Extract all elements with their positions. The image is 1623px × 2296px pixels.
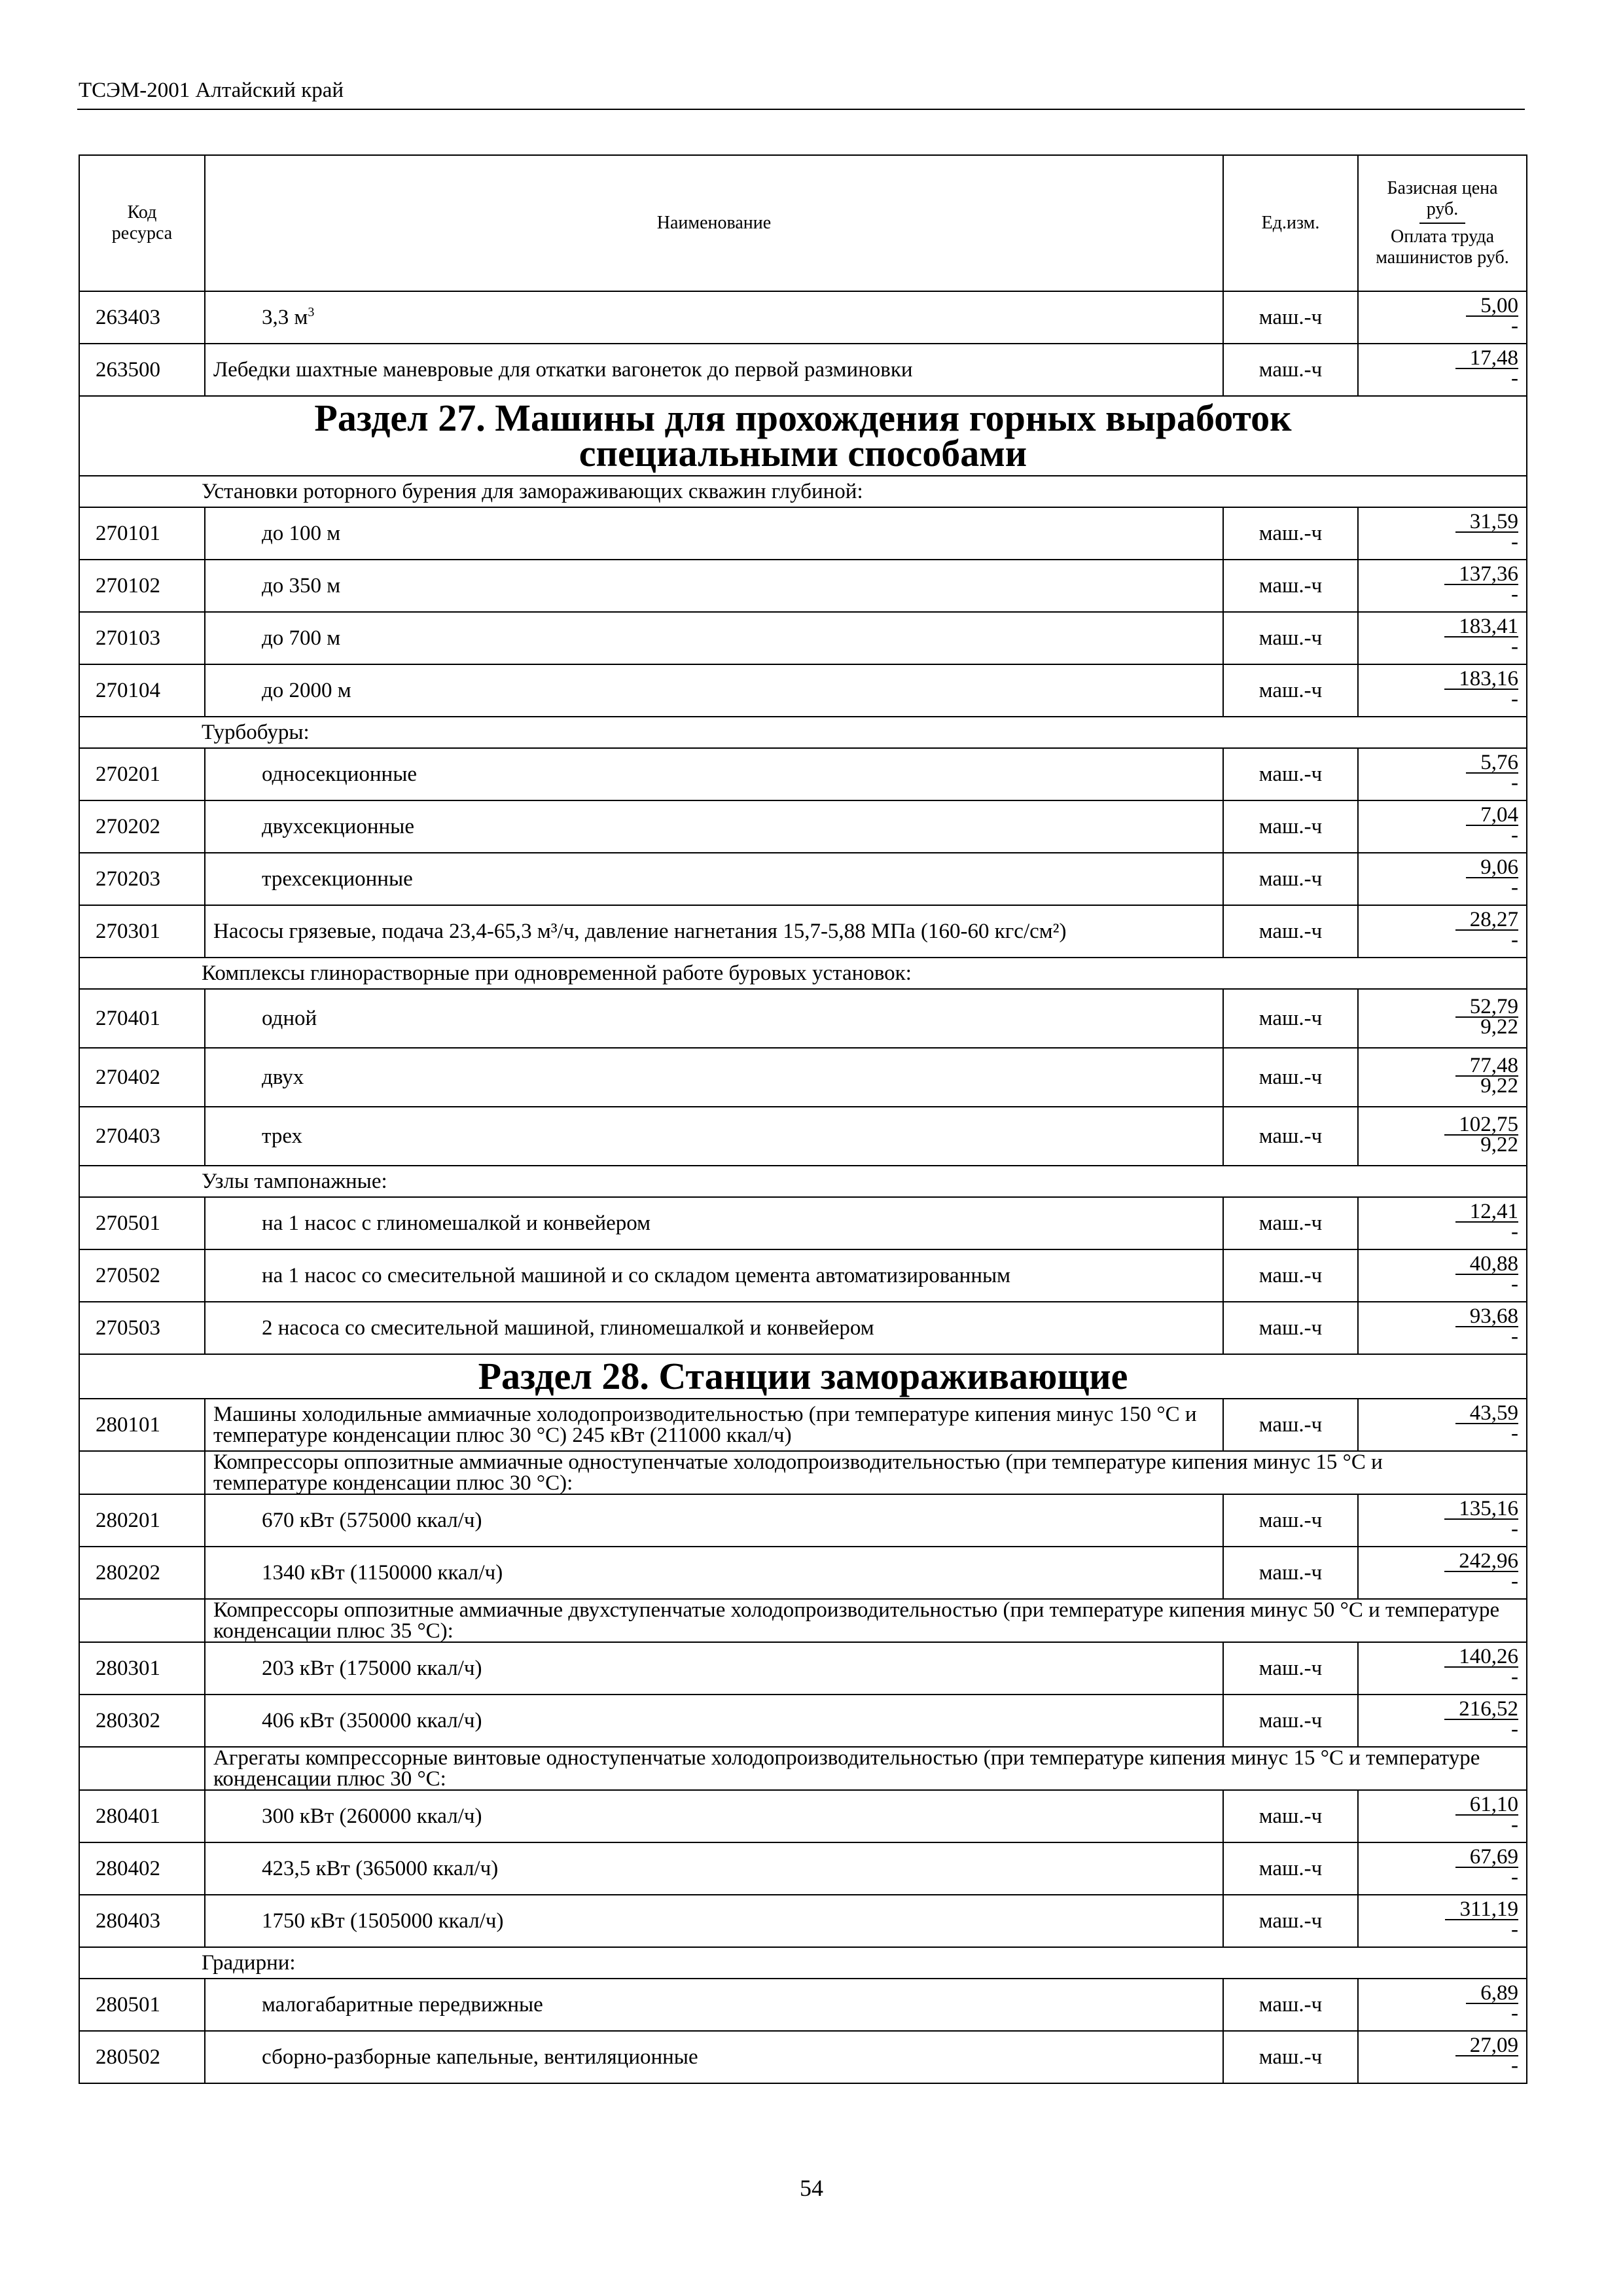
header-code: Код ресурса (79, 155, 205, 291)
cell-unit: маш.-ч (1223, 1695, 1358, 1747)
cell-unit: маш.-ч (1223, 664, 1358, 717)
cell-name: трех (205, 1107, 1223, 1166)
cell-price: 28,27 - (1358, 905, 1527, 958)
cell-price: 137,36 - (1358, 560, 1527, 612)
cell-name: на 1 насос с глиномешалкой и конвейером (205, 1197, 1223, 1249)
cell-name: двух (205, 1048, 1223, 1107)
page-header (77, 77, 1525, 110)
header-unit: Ед.изм. (1223, 155, 1358, 291)
table-row (79, 989, 1527, 1048)
group-label: Градирни: (79, 1947, 1527, 1979)
header-price-top: Базисная цена руб. (1387, 178, 1498, 219)
cell-name: одной (205, 989, 1223, 1048)
cell-name: до 350 м (205, 560, 1223, 612)
table-row (79, 1979, 1527, 2031)
cell-code: 280202 (79, 1547, 205, 1599)
cell-unit: маш.-ч (1223, 291, 1358, 344)
group-label: Компрессоры оппозитные аммиачные одноступенчатые холодопроизводительностью (при температуре кипения минус 15 °С и температуре конденсации плюс 30 °С): (205, 1451, 1527, 1494)
cell-name: 300 кВт (260000 ккал/ч) (205, 1790, 1223, 1842)
cell-name: до 700 м (205, 612, 1223, 664)
cell-code: 263403 (79, 291, 205, 344)
cell-unit: маш.-ч (1223, 800, 1358, 853)
group-label: Агрегаты компрессорные винтовые одноступенчатые холодопроизводительностью (при температуре кипения минус 15 °С и температуре конденсации плюс 30 °С: (205, 1747, 1527, 1790)
cell-code: 270403 (79, 1107, 205, 1166)
table-row (79, 1249, 1527, 1302)
section-row (79, 396, 1527, 476)
cell-code: 270104 (79, 664, 205, 717)
cell-price: 216,52 - (1358, 1695, 1527, 1747)
cell-code: 270501 (79, 1197, 205, 1249)
cell-unit: маш.-ч (1223, 989, 1358, 1048)
table-row (79, 905, 1527, 958)
table-row (79, 291, 1527, 344)
cell-name: 3,3 $м^3$ (205, 291, 1223, 344)
table-row (79, 1302, 1527, 1354)
cell-price: 67,69 - (1358, 1842, 1527, 1895)
cell-code: 270103 (79, 612, 205, 664)
cell-price: 31,59 - (1358, 507, 1527, 560)
cell-code: 263500 (79, 344, 205, 396)
cell-name: Машины холодильные аммиачные холодопроизводительностью (при температуре кипения минус 150 °С и температуре конденсации плюс 30 °С) 245 кВт (211000 ккал/ч) (205, 1399, 1223, 1451)
table-row (79, 2031, 1527, 2083)
cell-price: 5,76 - (1358, 748, 1527, 800)
cell-name: Лебедки шахтные маневровые для откатки вагонеток до первой разминовки (205, 344, 1223, 396)
cell-name: на 1 насос со смесительной машиной и со складом цемента автоматизированным (205, 1249, 1223, 1302)
cell-unit: маш.-ч (1223, 748, 1358, 800)
cell-price: 183,16 - (1358, 664, 1527, 717)
section-27-title: Раздел 27. Машины для прохождения горных выработок специальными способами (79, 396, 1527, 476)
cell-name: до 100 м (205, 507, 1223, 560)
table-row (79, 1494, 1527, 1547)
cell-code: 280301 (79, 1642, 205, 1695)
table-row (79, 800, 1527, 853)
cell-name: 203 кВт (175000 ккал/ч) (205, 1642, 1223, 1695)
cell-unit: маш.-ч (1223, 560, 1358, 612)
header-price (1358, 155, 1527, 291)
cell-unit: маш.-ч (1223, 1249, 1358, 1302)
cell-name: 1750 кВт (1505000 ккал/ч) (205, 1895, 1223, 1947)
group-row (79, 1947, 1527, 1979)
table-row (79, 1547, 1527, 1599)
cell-price: 9,06 - (1358, 853, 1527, 905)
cell-price: 311,19 - (1358, 1895, 1527, 1947)
cell-code: 280403 (79, 1895, 205, 1947)
cell-name: двухсекционные (205, 800, 1223, 853)
cell-unit: маш.-ч (1223, 905, 1358, 958)
cell-code: 280501 (79, 1979, 205, 2031)
group-row (79, 1166, 1527, 1197)
cell-name: сборно-разборные капельные, вентиляционные (205, 2031, 1223, 2083)
cell-unit: маш.-ч (1223, 1842, 1358, 1895)
cell-unit: маш.-ч (1223, 853, 1358, 905)
cell-price: 242,96 - (1358, 1547, 1527, 1599)
table-row (79, 1695, 1527, 1747)
cell-price: 93,68 - (1358, 1302, 1527, 1354)
cell-code: 270201 (79, 748, 205, 800)
table-row (79, 1197, 1527, 1249)
cell-unit: маш.-ч (1223, 1547, 1358, 1599)
header-price-bottom: Оплата труда машинистов руб. (1376, 226, 1509, 268)
cell-price: 40,88 - (1358, 1249, 1527, 1302)
cell-price: $\frac{52,79}{9,22}$ (1358, 989, 1527, 1048)
cell-name: 423,5 кВт (365000 ккал/ч) (205, 1842, 1223, 1895)
page-number: 54 (800, 2175, 823, 2201)
table-row (79, 664, 1527, 717)
cell-code: 270202 (79, 800, 205, 853)
cell-name: Насосы грязевые, подача 23,4-65,3 м³/ч, давление нагнетания 15,7-5,88 МПа (160-60 кгс/см²) (205, 905, 1223, 958)
group-label: Комплексы глинорастворные при одновременной работе буровых установок: (79, 958, 1527, 989)
cell-unit: маш.-ч (1223, 1302, 1358, 1354)
table-row (79, 1790, 1527, 1842)
cell-name: малогабаритные передвижные (205, 1979, 1223, 2031)
table-row (79, 748, 1527, 800)
cell-code: 270102 (79, 560, 205, 612)
table-row (79, 853, 1527, 905)
cell-code: 280401 (79, 1790, 205, 1842)
cell-unit: маш.-ч (1223, 1979, 1358, 2031)
table-header-row (79, 155, 1527, 291)
cell-unit: маш.-ч (1223, 507, 1358, 560)
table-row (79, 344, 1527, 396)
cell-code: 280502 (79, 2031, 205, 2083)
group-label: Узлы тампонажные: (79, 1166, 1527, 1197)
cell-unit: маш.-ч (1223, 612, 1358, 664)
cell-unit: маш.-ч (1223, 1790, 1358, 1842)
cell-price: 43,59 - (1358, 1399, 1527, 1451)
cell-code: 280101 (79, 1399, 205, 1451)
cell-price: $\frac{102,75}{9,22}$ (1358, 1107, 1527, 1166)
table-row (79, 1399, 1527, 1451)
cell-code: 270301 (79, 905, 205, 958)
section-28-title: Раздел 28. Станции замораживающие (79, 1354, 1527, 1399)
cell-price: 17,48 - (1358, 344, 1527, 396)
cell-price: 5,00 - (1358, 291, 1527, 344)
table-row (79, 507, 1527, 560)
cell-code: 270503 (79, 1302, 205, 1354)
cell-price: 183,41 - (1358, 612, 1527, 664)
cell-unit: маш.-ч (1223, 1048, 1358, 1107)
cell-name: 406 кВт (350000 ккал/ч) (205, 1695, 1223, 1747)
cell-price: 61,10 - (1358, 1790, 1527, 1842)
cell-code: 270401 (79, 989, 205, 1048)
cell-unit: маш.-ч (1223, 2031, 1358, 2083)
cell-unit: маш.-ч (1223, 1399, 1358, 1451)
cell-price: 27,09 - (1358, 2031, 1527, 2083)
table-row (79, 1842, 1527, 1895)
cell-price: 6,89 - (1358, 1979, 1527, 2031)
group-row (79, 1451, 1527, 1494)
table-row (79, 1107, 1527, 1166)
cell-unit: маш.-ч (1223, 344, 1358, 396)
table-row (79, 1642, 1527, 1695)
cell-price: 12,41 - (1358, 1197, 1527, 1249)
cell-name: односекционные (205, 748, 1223, 800)
cell-unit: маш.-ч (1223, 1107, 1358, 1166)
resource-table (79, 154, 1527, 2084)
cell-code: 270502 (79, 1249, 205, 1302)
table-row (79, 1048, 1527, 1107)
section-row (79, 1354, 1527, 1399)
cell-price: $\frac{77,48}{9,22}$ (1358, 1048, 1527, 1107)
cell-code: 270101 (79, 507, 205, 560)
group-label: Турбобуры: (79, 717, 1527, 748)
table-row (79, 1895, 1527, 1947)
cell-price: 7,04 - (1358, 800, 1527, 853)
cell-code: 270402 (79, 1048, 205, 1107)
cell-code: 280201 (79, 1494, 205, 1547)
group-row (79, 717, 1527, 748)
group-row (79, 1747, 1527, 1790)
cell-name: 2 насоса со смесительной машиной, глиномешалкой и конвейером (205, 1302, 1223, 1354)
group-row (79, 1599, 1527, 1642)
cell-price: 140,26 - (1358, 1642, 1527, 1695)
table-row (79, 612, 1527, 664)
cell-code: 270203 (79, 853, 205, 905)
header-name: Наименование (205, 155, 1223, 291)
cell-unit: маш.-ч (1223, 1197, 1358, 1249)
cell-name: 670 кВт (575000 ккал/ч) (205, 1494, 1223, 1547)
cell-code: 280302 (79, 1695, 205, 1747)
group-label: Установки роторного бурения для замораживающих скважин глубиной: (79, 476, 1527, 507)
cell-price: 135,16 - (1358, 1494, 1527, 1547)
document-title: ТСЭМ-2001 Алтайский край (79, 79, 344, 102)
cell-unit: маш.-ч (1223, 1494, 1358, 1547)
cell-name: 1340 кВт (1150000 ккал/ч) (205, 1547, 1223, 1599)
cell-name: трехсекционные (205, 853, 1223, 905)
table-row (79, 560, 1527, 612)
cell-name: до 2000 м (205, 664, 1223, 717)
group-row (79, 958, 1527, 989)
cell-code: 280402 (79, 1842, 205, 1895)
cell-unit: маш.-ч (1223, 1642, 1358, 1695)
cell-unit: маш.-ч (1223, 1895, 1358, 1947)
group-row (79, 476, 1527, 507)
group-label: Компрессоры оппозитные аммиачные двухступенчатые холодопроизводительностью (при температуре кипения минус 50 °С и температуре конденсации плюс 35 °С): (205, 1599, 1527, 1642)
